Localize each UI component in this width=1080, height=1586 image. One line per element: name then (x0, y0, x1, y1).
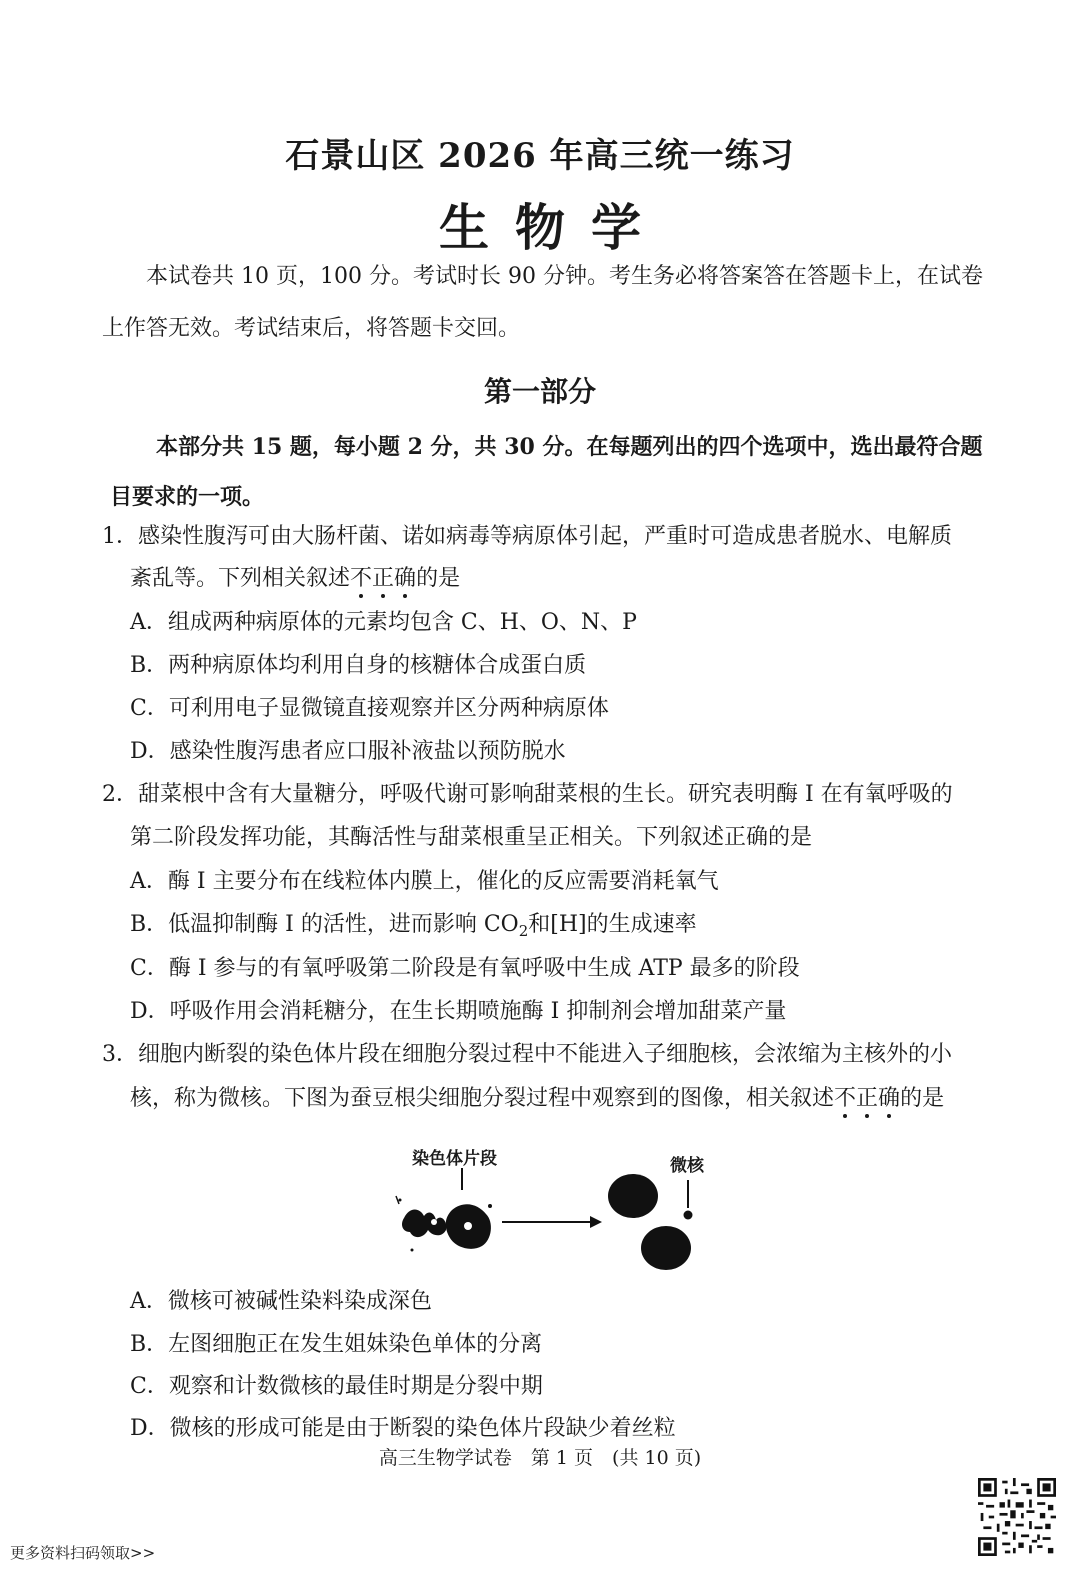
q2-option-a: A．酶 I 主要分布在线粒体内膜上，催化的反应需要消耗氧气 (130, 869, 719, 894)
figure-label-chromosome-fragment: 染色体片段 (412, 1149, 497, 1169)
q1-emphasis (350, 566, 416, 591)
co2-subscript: 2 (518, 922, 529, 940)
part-instructions-2: 目要求的一项。 (110, 484, 265, 510)
emphasis-char: 正 (856, 1086, 879, 1111)
q1-stem-line-2 (130, 564, 460, 594)
q3-stem-text: 核，称为微核。下图为蚕豆根尖细胞分裂过程中观察到的图像，相关叙述 (130, 1086, 835, 1111)
intro-line-2: 上作答无效。考试结束后，将答题卡交回。 (102, 316, 521, 341)
q2-option-b-text: B．低温抑制酶 I 的活性，进而影响 CO (130, 912, 519, 937)
emphasis-char: 不 (350, 566, 373, 591)
micronucleus-figure (390, 1160, 720, 1275)
qr-code-icon[interactable] (978, 1478, 1056, 1556)
figure-label-micronucleus: 微核 (670, 1156, 704, 1176)
q1-stem-tail: 的是 (416, 566, 461, 591)
q3-option-d: D．微核的形成可能是由于断裂的染色体片段缺少着丝粒 (130, 1416, 676, 1441)
more-resources-link[interactable]: 更多资料扫码领取>> (10, 1544, 156, 1562)
emphasis-char: 确 (394, 566, 417, 591)
figure-graphics (396, 1168, 693, 1270)
q3-option-b: B．左图细胞正在发生姐妹染色单体的分离 (130, 1332, 543, 1357)
q2-option-d: D．呼吸作用会消耗糖分，在生长期喷施酶 I 抑制剂会增加甜菜产量 (130, 999, 787, 1024)
q1-stem-text: 紊乱等。下列相关叙述 (130, 566, 351, 591)
q3-emphasis (834, 1086, 900, 1111)
q3-stem-line-2 (130, 1084, 944, 1114)
q2-stem-line-1: 2．甜菜根中含有大量糖分，呼吸代谢可影响甜菜根的生长。研究表明酶 I 在有氧呼吸的 (102, 782, 953, 807)
exam-title: 石景山区 2026 年高三统一练习 (285, 136, 795, 176)
q1-option-c: C．可利用电子显微镜直接观察并区分两种病原体 (130, 696, 609, 721)
q2-option-b-tail: 和[H]的生成速率 (528, 912, 697, 937)
subject-title: 生物学 (439, 198, 667, 257)
emphasis-char: 确 (878, 1086, 901, 1111)
q1-option-a: A．组成两种病原体的元素均包含 C、H、O、N、P (130, 610, 637, 635)
q2-option-c: C．酶 I 参与的有氧呼吸第二阶段是有氧呼吸中生成 ATP 最多的阶段 (130, 956, 800, 981)
q3-stem-line-1: 3．细胞内断裂的染色体片段在细胞分裂过程中不能进入子细胞核，会浓缩为主核外的小 (102, 1042, 952, 1067)
q3-option-a: A．微核可被碱性染料染成深色 (130, 1289, 432, 1314)
q3-option-c: C．观察和计数微核的最佳时期是分裂中期 (130, 1374, 543, 1399)
page-footer: 高三生物学试卷 第 1 页 (共 10 页) (378, 1447, 702, 1469)
q1-stem-line-1: 1．感染性腹泻可由大肠杆菌、诺如病毒等病原体引起，严重时可造成患者脱水、电解质 (102, 524, 952, 549)
q1-option-d: D．感染性腹泻患者应口服补液盐以预防脱水 (130, 739, 566, 764)
emphasis-char: 不 (834, 1086, 857, 1111)
part-instructions-1: 本部分共 15 题，每小题 2 分，共 30 分。在每题列出的四个选项中，选出最符合题 (156, 434, 983, 460)
part-title: 第一部分 (483, 375, 596, 408)
intro-line-1: 本试卷共 10 页，100 分。考试时长 90 分钟。考生务必将答案答在答题卡上，在试卷 (146, 264, 983, 289)
q2-stem-line-2: 第二阶段发挥功能，其酶活性与甜菜根重呈正相关。下列叙述正确的是 (130, 825, 813, 850)
q3-stem-tail: 的是 (900, 1086, 945, 1111)
q2-option-b (130, 910, 697, 946)
q1-option-b: B．两种病原体均利用自身的核糖体合成蛋白质 (130, 653, 587, 678)
emphasis-char: 正 (372, 566, 395, 591)
